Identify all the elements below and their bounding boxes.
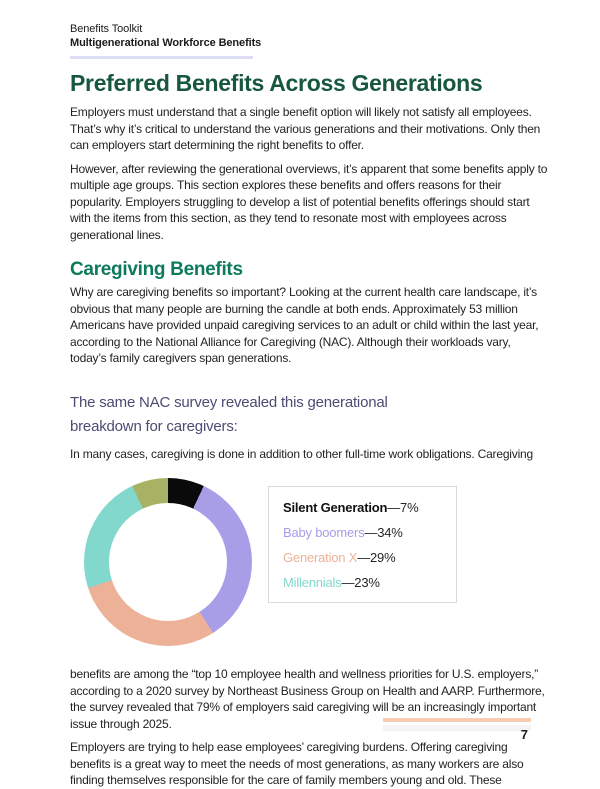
legend-item-silent-generation — [283, 500, 446, 516]
caregiver-generation-chart — [70, 478, 548, 646]
header-underline — [70, 56, 253, 59]
legend-label: Silent Generation — [283, 500, 388, 515]
caregiving-paragraph-3: benefits are among the “top 10 employee health and wellness priorities for U.S. employers,” according to a 2020 survey by Northeast Business Group on Health and AARP. Furthermore, the survey revealed that 79% of employers said caregiving will be an increasingly important issue through 2025. — [70, 667, 545, 731]
section-title-caregiving: Caregiving Benefits — [70, 259, 243, 280]
legend-label: Generation X — [283, 550, 358, 565]
donut-hole — [109, 503, 227, 621]
chart-legend — [268, 486, 457, 603]
page-header — [70, 22, 548, 59]
intro-paragraph-1: Employers must understand that a single benefit option will likely not satisfy all employees. That’s why it’s critical to understand the various generations and their motivations. Only then can employers start determining the right benefits to offer. — [70, 105, 541, 152]
page-footer — [383, 718, 531, 742]
legend-item-millennials — [283, 575, 446, 591]
caregiving-paragraph-4: Employers are trying to help ease employees’ caregiving burdens. Offering caregiving benefits is a great way to meet the needs of most generations, as many workers are also finding themselves responsible for the care of family members young and old. These — [70, 740, 524, 787]
legend-value: —23% — [341, 575, 380, 590]
legend-label: Baby boomers — [283, 525, 365, 540]
legend-value: —7% — [387, 500, 419, 515]
footer-rule — [383, 718, 531, 722]
intro-paragraph-2: However, after reviewing the generational overviews, it’s apparent that some benefits apply to multiple age groups. This section explores these benefits and offers reasons for their popularity. Employers struggling to develop a list of potential benefits offerings should start with the items from this section, as they tend to resonate most with employees across generational lines. — [70, 161, 548, 242]
legend-label: Millennials — [283, 575, 342, 590]
legend-value: —29% — [357, 550, 396, 565]
page-number: 7 — [520, 727, 528, 742]
doc-title: Multigenerational Workforce Benefits — [70, 37, 262, 49]
caregiving-paragraph-1: Why are caregiving benefits so important? Looking at the current health care landscape, it’s obvious that many people are burning the candle at both ends. Approximately 53 million Americans have provided unpaid caregiving services to an adult or child within the last year, according to the National Alliance for Caregiving (NAC). Although their workloads vary, today’s family caregivers span generations. — [70, 285, 539, 365]
pullquote-nac-survey: The same NAC survey revealed this generational breakdown for caregivers: — [70, 393, 388, 435]
caregiving-paragraph-2: In many cases, caregiving is done in addition to other full-time work obligations. Caregiving — [70, 446, 533, 461]
legend-item-generation-x — [283, 550, 446, 566]
legend-value: —34% — [364, 525, 403, 540]
doc-series-title: Benefits Toolkit — [70, 23, 143, 35]
donut-chart — [84, 478, 252, 646]
page-title: Preferred Benefits Across Generations — [70, 70, 483, 96]
legend-item-baby-boomers — [283, 525, 446, 541]
